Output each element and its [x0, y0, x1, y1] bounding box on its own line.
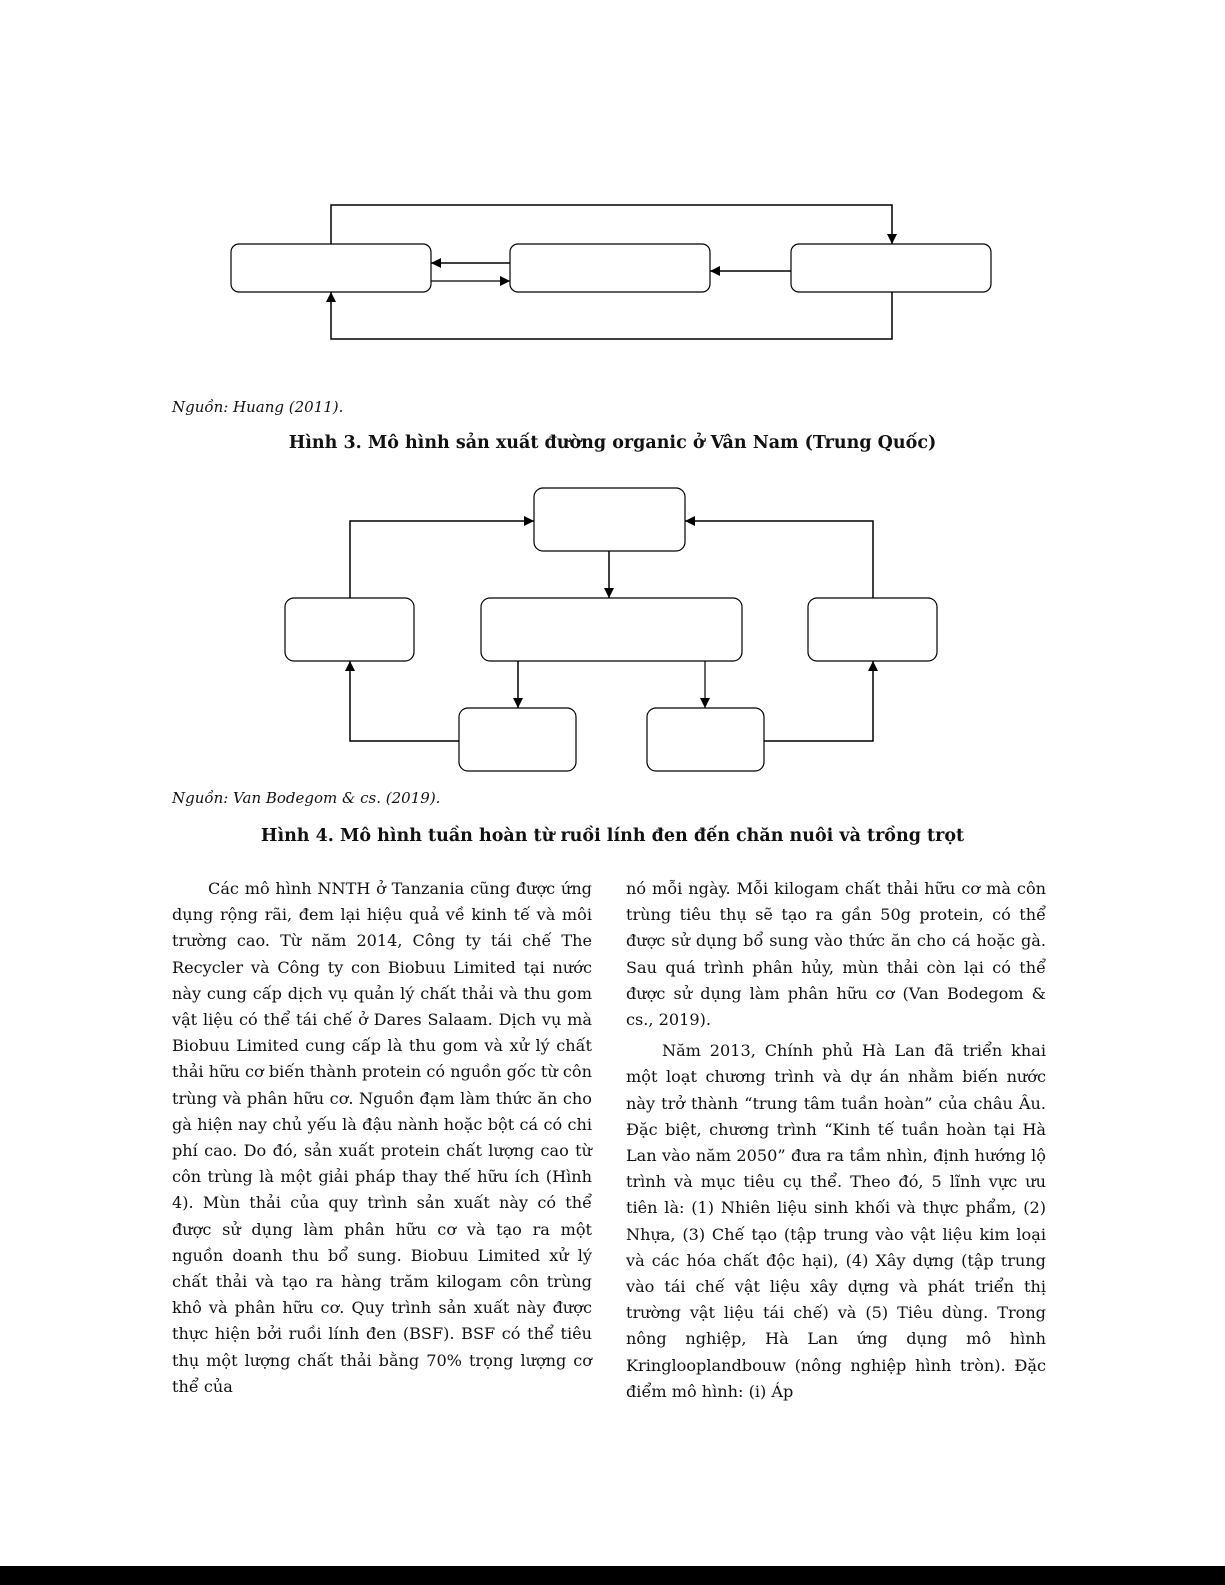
- paragraph: Các mô hình NNTH ở Tanzania cũng được ứng dụng rộng rãi, đem lại hiệu quả về kinh tế và môi trường cao. Từ năm 2014, Công ty tái chế The Recycler và Công ty con Biobuu Limited tại nước này cung cấp dịch vụ quản lý chất thải và thu gom vật liệu có thể tái chế ở Dares Salaam. Dịch vụ mà Biobuu Limited cung cấp là thu gom và xử lý chất thải hữu cơ biến thành protein có nguồn gốc từ côn trùng và phân hữu cơ. Nguồn đạm làm thức ăn cho gà hiện nay chủ yếu là đậu nành hoặc bột cá có chi phí cao. Do đó, sản xuất protein chất lượng cao từ côn trùng là một giải pháp thay thế hữu ích (Hình 4). Mùn thải của quy trình sản xuất này có thể được sử dụng làm phân hữu cơ và tạo ra một nguồn doanh thu bổ sung. Biobuu Limited xử lý chất thải và tạo ra hàng trăm kilogam côn trùng khô và phân hữu cơ. Quy trình sản xuất này được thực hiện bởi ruồi lính đen (BSF). BSF có thể tiêu thụ một lượng chất thải bằng 70% trọng lượng cơ thể của: [172, 879, 592, 1396]
- left-text-column: [172, 876, 592, 1400]
- figure-3-diagram: [231, 205, 991, 339]
- fig4-arrow-bottom-left-to-left: [350, 661, 459, 741]
- figure-3-source: Nguồn: Huang (2011).: [172, 398, 344, 416]
- figure-4-diagram: [285, 488, 937, 771]
- fig4-box-right: [808, 598, 937, 661]
- fig4-box-left: [285, 598, 414, 661]
- paragraph: Năm 2013, Chính phủ Hà Lan đã triển khai một loạt chương trình và dự án nhằm biến nước này trở thành “trung tâm tuần hoàn” của châu Âu. Đặc biệt, chương trình “Kinh tế tuần hoàn tại Hà Lan vào năm 2050” đưa ra tầm nhìn, định hướng lộ trình và mục tiêu cụ thể. Theo đó, 5 lĩnh vực ưu tiên là: (1) Nhiên liệu sinh khối và thực phẩm, (2) Nhựa, (3) Chế tạo (tập trung vào vật liệu kim loại và các hóa chất độc hại), (4) Xây dựng (tập trung vào tái chế vật liệu xây dựng và phát triển thị trường vật liệu tái chế) và (5) Tiêu dùng. Trong nông nghiệp, Hà Lan ứng dụng mô hình Kringlooplandbouw (nông nghiệp hình tròn). Đặc điểm mô hình: (i) Áp: [626, 1041, 1046, 1401]
- fig3-box-left: [231, 244, 431, 292]
- fig4-box-top: [534, 488, 685, 551]
- fig4-box-bottom-right: [647, 708, 764, 771]
- figure-3-caption: Hình 3. Mô hình sản xuất đường organic ở Vân Nam (Trung Quốc): [288, 433, 937, 453]
- figure-4-source: Nguồn: Van Bodegom & cs. (2019).: [172, 789, 441, 807]
- fig4-box-center: [481, 598, 742, 661]
- fig3-box-right: [791, 244, 991, 292]
- figure-4-caption: Hình 4. Mô hình tuần hoàn từ ruồi lính đen đến chăn nuôi và trồng trọt: [260, 826, 965, 846]
- fig4-arrow-bottom-right-to-right: [764, 661, 873, 741]
- fig4-arrow-right-to-top: [685, 521, 873, 598]
- fig3-arrow-top-loop: [331, 205, 892, 244]
- figures-diagram: [0, 0, 1225, 790]
- fig3-box-middle: [510, 244, 710, 292]
- fig4-box-bottom-left: [459, 708, 576, 771]
- page-bottom-bar: [0, 1566, 1225, 1585]
- paragraph: nó mỗi ngày. Mỗi kilogam chất thải hữu cơ mà côn trùng tiêu thụ sẽ tạo ra gần 50g protein, có thể được sử dụng bổ sung vào thức ăn cho cá hoặc gà. Sau quá trình phân hủy, mùn thải còn lại có thể được sử dụng làm phân hữu cơ (Van Bodegom & cs., 2019).: [626, 879, 1046, 1030]
- fig4-arrow-left-to-top: [350, 521, 534, 598]
- right-text-column: [626, 876, 1046, 1405]
- fig3-arrow-bottom-loop: [331, 292, 892, 339]
